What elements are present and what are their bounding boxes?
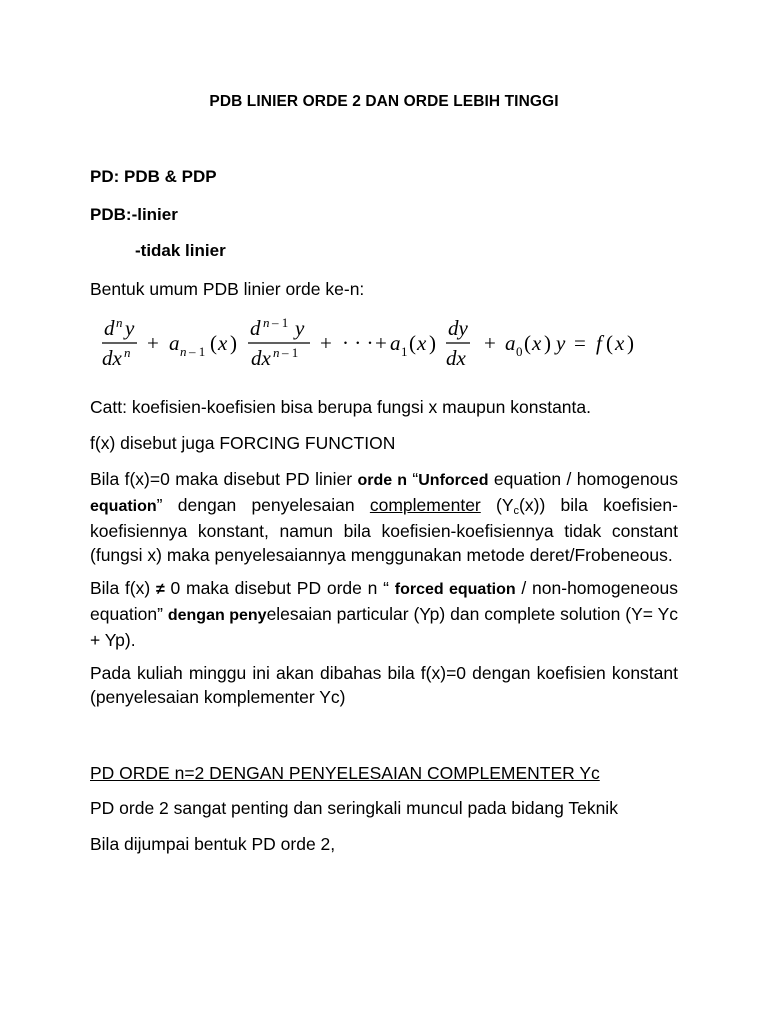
p1-s11: (x)) bila koefisien-koefisiennya konstant, namun bila koefisien-koefisiennya tidak constant (fungsi x) maka penyelesaiannya menggunakan metode deret/Frobeneous. bbox=[90, 495, 678, 565]
svg-text:): ) bbox=[544, 331, 551, 355]
svg-text:+: + bbox=[320, 331, 332, 355]
svg-text:): ) bbox=[230, 331, 237, 355]
general-equation bbox=[92, 313, 662, 375]
pdb-item-linier: -linier bbox=[131, 205, 178, 224]
svg-text:a: a bbox=[390, 331, 401, 355]
svg-text:x: x bbox=[218, 331, 228, 355]
svg-text:0: 0 bbox=[516, 344, 523, 359]
svg-text:dx: dx bbox=[251, 346, 271, 370]
p2-forced-equation: forced equation bbox=[394, 581, 516, 598]
paragraph-forced bbox=[90, 576, 678, 652]
p1-orde-n: orde n bbox=[357, 472, 407, 489]
p1-s3: “ bbox=[406, 469, 419, 489]
catt-text: Catt: koefisien-koefisien bisa berupa fungsi x maupun konstanta. bbox=[90, 397, 591, 417]
p2-s1: Bila f(x) bbox=[90, 578, 156, 598]
pdb-label: PDB: bbox=[90, 205, 132, 224]
equation-figure bbox=[92, 313, 662, 375]
svg-text:x: x bbox=[417, 331, 427, 355]
p2-not-equal: ≠ bbox=[155, 581, 165, 598]
paragraph-unforced bbox=[90, 467, 678, 567]
svg-text:y: y bbox=[125, 316, 135, 340]
p2-s7: elesaian particular (Yp) dan complete solution (Y= Yc + Yp). bbox=[90, 604, 678, 650]
page-title: PDB LINIER ORDE 2 DAN ORDE LEBIH TINGGI bbox=[209, 93, 559, 110]
p2-dengan-peny: dengan peny bbox=[167, 607, 267, 624]
svg-text:a: a bbox=[169, 331, 180, 355]
p1-s1: Bila f(x)=0 maka disebut PD linier bbox=[90, 469, 358, 489]
svg-text:): ) bbox=[429, 331, 436, 355]
paragraph-kuliah: Pada kuliah minggu ini akan dibahas bila f(x)=0 dengan koefisien konstant (penyelesaian komplementer Yc) bbox=[90, 663, 678, 707]
p2-s5: / non-homogeneous equation” bbox=[90, 578, 678, 624]
p1-s9: (Y bbox=[480, 495, 514, 515]
forcing-function-text: f(x) disebut juga FORCING FUNCTION bbox=[90, 433, 396, 453]
p1-subscript-c: c bbox=[513, 505, 520, 517]
svg-text:f: f bbox=[596, 331, 602, 355]
svg-text:· · ·: · · · bbox=[342, 331, 374, 355]
svg-text:dy: dy bbox=[448, 316, 468, 340]
p1-complementer: complementer bbox=[369, 495, 481, 515]
paragraph-bila-dijumpai: Bila dijumpai bentuk PD orde 2, bbox=[90, 834, 336, 854]
svg-text:y: y bbox=[556, 331, 566, 355]
svg-text:y: y bbox=[295, 316, 305, 340]
svg-text:(: ( bbox=[409, 331, 416, 355]
svg-text:(: ( bbox=[606, 331, 613, 355]
pdb-item-tidak-linier: -tidak linier bbox=[135, 241, 226, 260]
svg-text:=: = bbox=[574, 331, 586, 355]
svg-text:n: n bbox=[263, 315, 270, 330]
svg-text:– 1: – 1 bbox=[282, 345, 299, 360]
p1-s7: ” dengan penyelesaian bbox=[156, 495, 370, 515]
p1-unforced: Unforced bbox=[418, 472, 489, 489]
p1-equation: equation bbox=[90, 498, 157, 515]
svg-text:x: x bbox=[532, 331, 542, 355]
svg-text:dx: dx bbox=[446, 346, 466, 370]
p2-s3: 0 maka disebut PD orde n “ bbox=[164, 578, 395, 598]
svg-text:a: a bbox=[505, 331, 516, 355]
svg-text:n: n bbox=[116, 315, 123, 330]
svg-text:dx: dx bbox=[102, 346, 122, 370]
svg-text:n: n bbox=[180, 344, 187, 359]
section-heading: PD ORDE n=2 DENGAN PENYELESAIAN COMPLEMENTER Yc bbox=[90, 763, 600, 783]
svg-text:n: n bbox=[124, 345, 131, 360]
svg-text:1: 1 bbox=[401, 344, 408, 359]
svg-text:d: d bbox=[104, 316, 115, 340]
svg-text:(: ( bbox=[210, 331, 217, 355]
bentuk-umum-text: Bentuk umum PDB linier orde ke-n: bbox=[90, 279, 365, 299]
pdb-line bbox=[90, 205, 178, 225]
svg-text:d: d bbox=[250, 316, 261, 340]
svg-text:x: x bbox=[615, 331, 625, 355]
svg-text:+: + bbox=[375, 331, 387, 355]
svg-text:+: + bbox=[484, 331, 496, 355]
svg-text:+: + bbox=[147, 331, 159, 355]
pd-line: PD: PDB & PDP bbox=[90, 167, 217, 186]
paragraph-pd-orde-2: PD orde 2 sangat penting dan seringkali muncul pada bidang Teknik bbox=[90, 798, 618, 818]
svg-text:n: n bbox=[273, 345, 280, 360]
p1-s5: equation / homogenous bbox=[488, 469, 678, 489]
svg-text:(: ( bbox=[524, 331, 531, 355]
svg-text:): ) bbox=[627, 331, 634, 355]
svg-text:– 1: – 1 bbox=[272, 315, 289, 330]
svg-text:– 1: – 1 bbox=[189, 344, 206, 359]
